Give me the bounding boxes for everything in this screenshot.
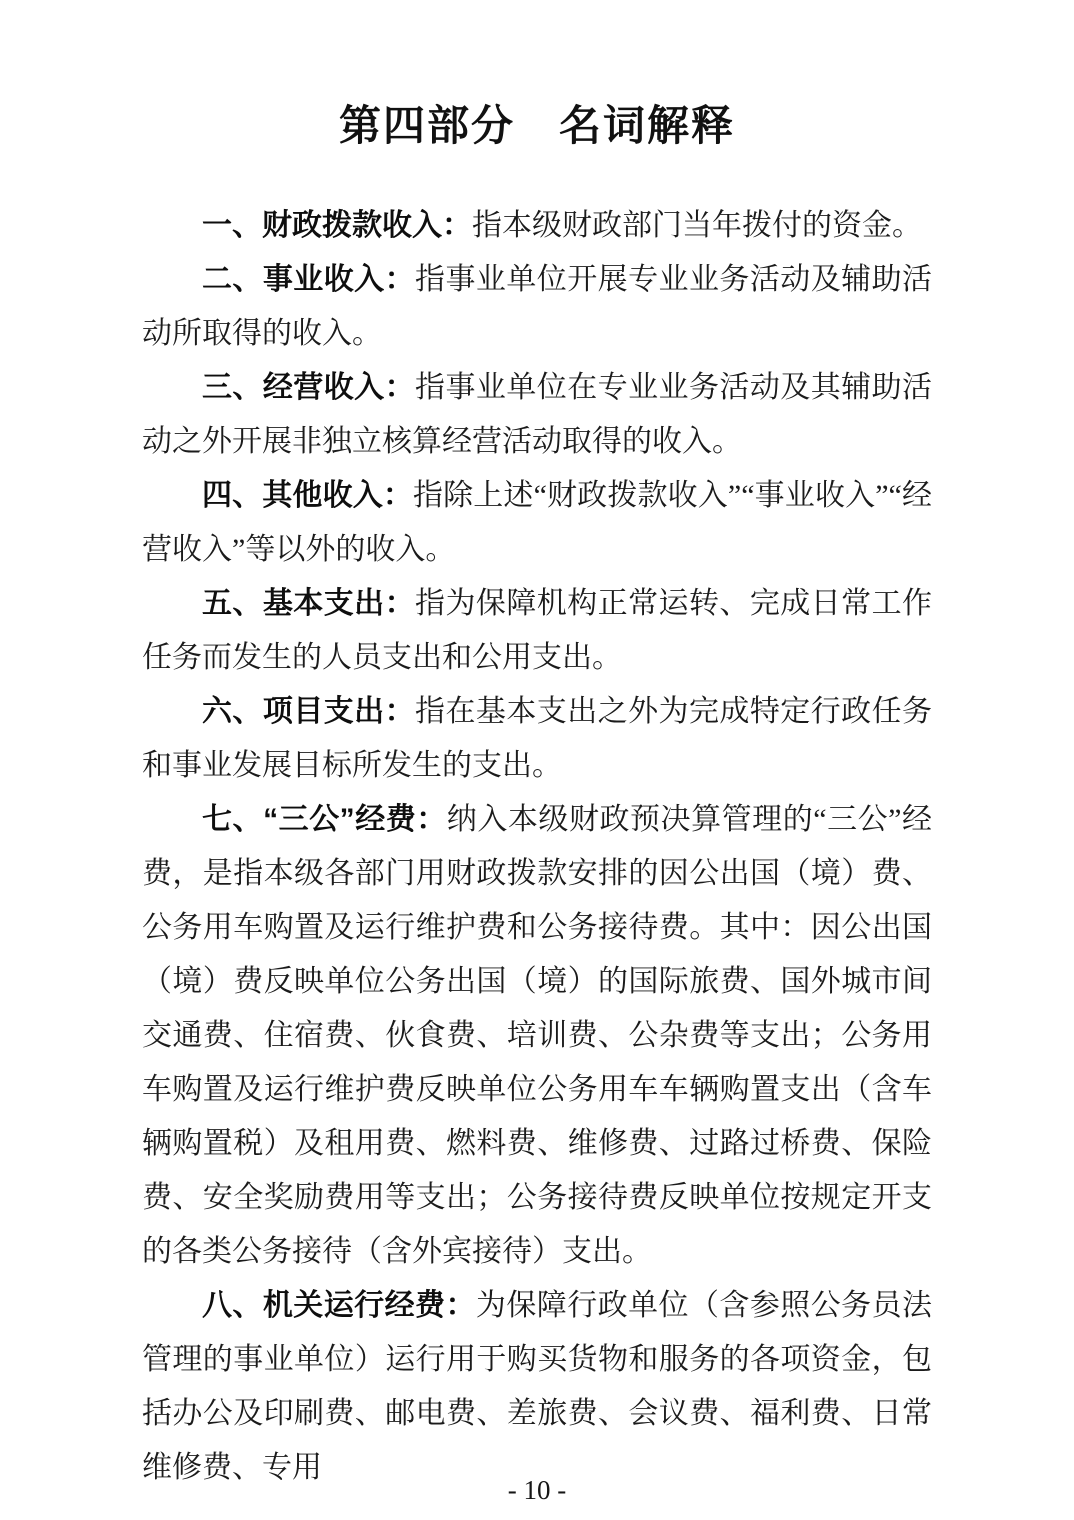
term-body-text: 为保障行政单位（含参照公务员法管理的事业单位）运行用于购买货物和服务的各项资金，包括办公及印刷费、邮电费、差旅费、会议费、福利费、日常维修费、专用 [142,1289,933,1484]
terms-list [142,199,932,1495]
page-title: 第四部分 名词解释 [338,102,735,149]
term-body-text: 指本级财政部门当年拨付的资金。 [472,209,922,242]
term-paragraph [142,685,932,793]
term-lead: 一、财政拨款收入： [202,209,472,242]
term-paragraph [142,1279,932,1495]
term-lead: 五、基本支出： [202,587,416,620]
term-lead: 二、事业收入： [202,263,416,296]
term-paragraph [142,361,932,469]
term-paragraph [142,469,932,577]
term-lead: 三、经营收入： [202,371,416,404]
page-number: - 10 - [507,1475,567,1505]
term-lead: 六、项目支出： [202,695,416,728]
term-lead: 七、“三公”经费： [202,803,447,836]
term-paragraph [142,577,932,685]
term-body-text: 指事业单位开展专业业务活动及辅助活动所取得的收入。 [142,263,933,350]
term-body-text: 指除上述“财政拨款收入”“事业收入”“经营收入”等以外的收入。 [142,479,933,566]
term-paragraph [142,199,932,253]
term-paragraph [142,253,932,361]
term-lead: 四、其他收入： [202,479,413,512]
term-body-text: 纳入本级财政预决算管理的“三公”经费，是指本级各部门用财政拨款安排的因公出国（境）费、公务用车购置及运行维护费和公务接待费。其中：因公出国（境）费反映单位公务出国（境）的国际旅费、国外城市间交通费、住宿费、伙食费、培训费、公杂费等支出；公务用车购置及运行维护费反映单位公务用车车辆购置支出（含车辆购置税）及租用费、燃料费、维修费、过路过桥费、保险费、安全奖励费用等支出；公务接待费反映单位按规定开支的各类公务接待（含外宾接待）支出。 [142,803,932,1268]
term-body-text: 指事业单位在专业业务活动及其辅助活动之外开展非独立核算经营活动取得的收入。 [142,371,933,458]
term-paragraph [142,793,932,1279]
term-body-text: 指为保障机构正常运转、完成日常工作任务而发生的人员支出和公用支出。 [142,587,933,674]
term-body-text: 指在基本支出之外为完成特定行政任务和事业发展目标所发生的支出。 [142,695,933,782]
term-lead: 八、机关运行经费： [202,1289,476,1322]
